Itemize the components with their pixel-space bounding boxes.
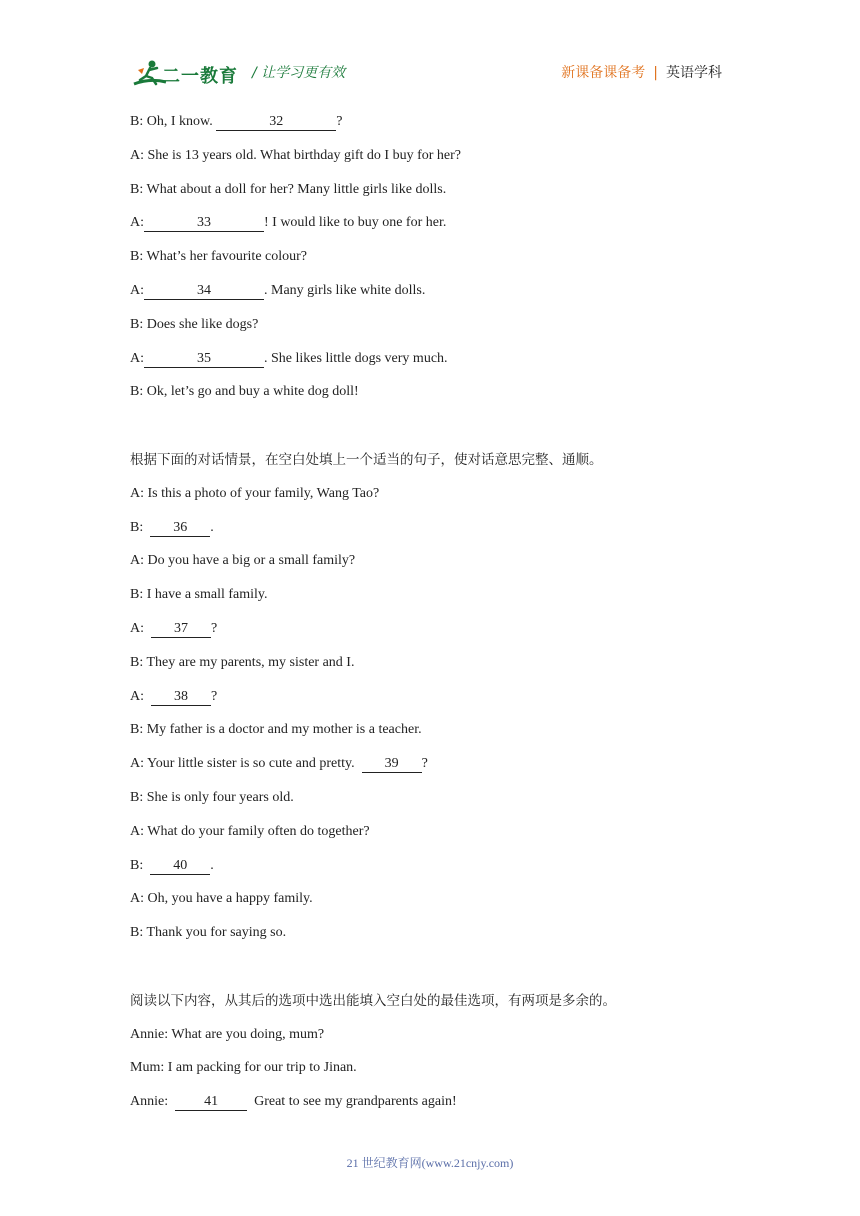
section3-instruction: 阅读以下内容，从其后的选项中选出能填入空白处的最佳选项，有两项是多余的。 bbox=[130, 992, 616, 1009]
dialogue-line: A: What do your family often do together? bbox=[130, 823, 370, 839]
page-header bbox=[0, 0, 860, 100]
dialogue-line-with-blank bbox=[130, 514, 730, 548]
line-suffix: . Many girls like white dolls. bbox=[264, 282, 426, 298]
line-suffix: ? bbox=[336, 114, 343, 129]
answer-blank[interactable]: 41 bbox=[175, 1094, 247, 1111]
answer-blank[interactable]: 37 bbox=[151, 621, 211, 638]
answer-blank[interactable]: 33 bbox=[144, 215, 264, 232]
dialogue-line: B: Does she like dogs? bbox=[130, 316, 259, 332]
line-prefix: B: Oh, I know. bbox=[130, 114, 217, 129]
dialogue-line: B: She is only four years old. bbox=[130, 789, 294, 805]
dialogue-line-with-blank bbox=[130, 750, 730, 784]
dialogue-line: A: She is 13 years old. What birthday gift do I buy for her? bbox=[130, 147, 462, 163]
document-body bbox=[130, 108, 730, 1122]
line-suffix: . bbox=[210, 857, 214, 873]
dialogue-line: A: Is this a photo of your family, Wang Tao? bbox=[130, 485, 380, 501]
dialogue-line-with-blank bbox=[130, 852, 730, 886]
answer-blank[interactable]: 39 bbox=[362, 756, 422, 773]
header-subject bbox=[561, 62, 722, 82]
dialogue-line: B: They are my parents, my sister and I. bbox=[130, 654, 355, 670]
dialogue-line: Annie: What are you doing, mum? bbox=[130, 1026, 325, 1042]
answer-blank[interactable]: 38 bbox=[151, 689, 211, 706]
dialogue-line: A: Oh, you have a happy family. bbox=[130, 891, 313, 907]
logo-text: 二一教育 bbox=[162, 66, 238, 87]
answer-blank[interactable]: 32 bbox=[216, 114, 336, 131]
dialogue-line: B: What’s her favourite colour? bbox=[130, 249, 308, 265]
answer-blank[interactable]: 36 bbox=[150, 520, 210, 537]
answer-blank[interactable]: 34 bbox=[144, 283, 264, 300]
page-footer: 21 世纪教育网(www.21cnjy.com) bbox=[346, 1156, 514, 1170]
line-suffix: . bbox=[210, 519, 214, 535]
line-prefix: A: bbox=[130, 215, 144, 231]
answer-blank[interactable]: 40 bbox=[150, 858, 210, 875]
line-prefix: B: bbox=[130, 519, 151, 535]
section2-instruction: 根据下面的对话情景，在空白处填上一个适当的句子，使对话意思完整、通顺。 bbox=[130, 451, 603, 468]
line-suffix: ? bbox=[211, 620, 218, 636]
dialogue-line: B: I have a small family. bbox=[130, 587, 268, 603]
line-suffix: . She likes little dogs very much. bbox=[264, 350, 448, 366]
line-prefix: B: bbox=[130, 857, 151, 873]
line-prefix: A: bbox=[130, 688, 151, 704]
line-prefix: A: bbox=[130, 350, 144, 366]
slogan: / 让学习更有效 bbox=[252, 65, 346, 81]
dialogue-line-with-blank bbox=[130, 345, 730, 379]
dialogue-section-2 bbox=[130, 480, 730, 953]
dialogue-line-with-blank bbox=[130, 108, 730, 142]
header-course-label: 新课备课备考 bbox=[561, 65, 646, 81]
dialogue-line-with-blank bbox=[130, 277, 730, 311]
dialogue-line-with-blank bbox=[130, 683, 730, 717]
answer-blank[interactable]: 35 bbox=[144, 351, 264, 368]
line-prefix: A: Your little sister is so cute and pretty. bbox=[130, 756, 362, 772]
dialogue-line: B: Ok, let’s go and buy a white dog doll! bbox=[130, 384, 359, 400]
header-subject-label: 英语学科 bbox=[666, 65, 722, 81]
dialogue-line-with-blank bbox=[130, 615, 730, 649]
line-suffix: ? bbox=[211, 688, 218, 704]
line-prefix: A: bbox=[130, 620, 151, 636]
dialogue-line-with-blank bbox=[130, 209, 730, 243]
dialogue-section-3 bbox=[130, 1021, 730, 1122]
header-separator: | bbox=[653, 65, 658, 81]
line-suffix: Great to see my grandparents again! bbox=[247, 1094, 457, 1110]
dialogue-line: B: What about a doll for her? Many little girls like dolls. bbox=[130, 181, 447, 197]
line-prefix: A: bbox=[130, 282, 144, 298]
line-prefix: Annie: bbox=[130, 1094, 176, 1110]
dialogue-section-1 bbox=[130, 108, 730, 412]
dialogue-line: B: My father is a doctor and my mother is a teacher. bbox=[130, 722, 422, 738]
line-suffix: ! I would like to buy one for her. bbox=[264, 215, 447, 231]
line-suffix: ? bbox=[421, 756, 428, 772]
dialogue-line: A: Do you have a big or a small family? bbox=[130, 553, 356, 569]
dialogue-line-with-blank bbox=[130, 1088, 730, 1122]
dialogue-line: Mum: I am packing for our trip to Jinan. bbox=[130, 1060, 357, 1076]
dialogue-line: B: Thank you for saying so. bbox=[130, 925, 287, 941]
